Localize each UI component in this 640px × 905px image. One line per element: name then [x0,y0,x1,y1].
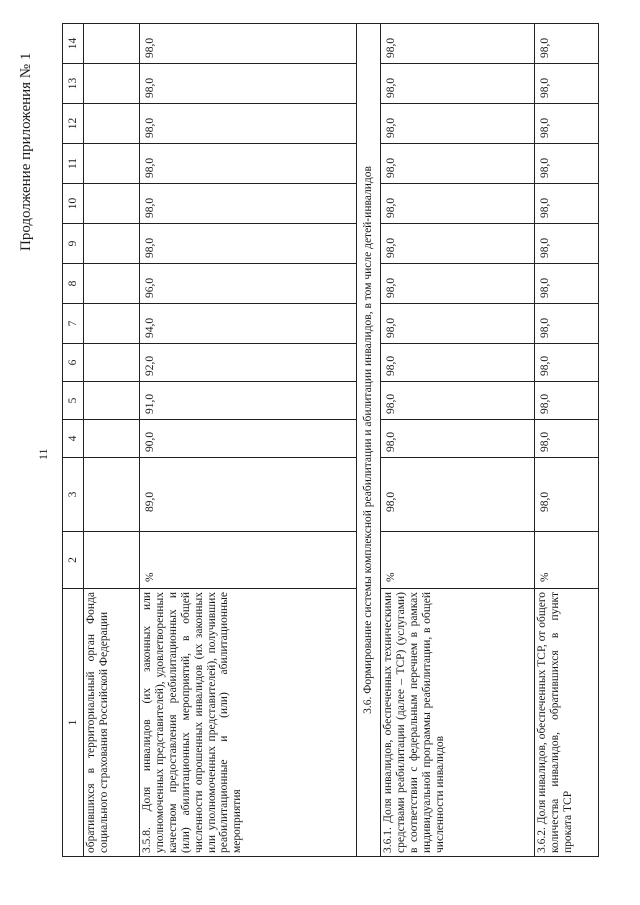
row-value: 98,0 [535,420,599,458]
column-numbers-row [63,24,84,857]
row-value: 98,0 [381,64,535,104]
row-description: 3.6.1. Доля инвалидов, обеспеченных техническими средствами реабилитации (далее – ТСР) (услугами) в соответствии с федеральным перечнем в рамках индивидуальной программы реабилитации, в общей численности инвалидов [381,589,535,857]
row-value: 98,0 [381,382,535,420]
row-value: 98,0 [140,224,357,264]
col-num: 8 [63,264,84,304]
row-value: 98,0 [535,304,599,344]
section-row [357,24,381,857]
indicators-table [62,23,599,857]
row-value [84,104,140,144]
row-value [84,144,140,184]
col-num: 9 [63,224,84,264]
col-num: 12 [63,104,84,144]
col-num: 14 [63,24,84,64]
col-num: 3 [63,458,84,532]
row-value: 98,0 [535,224,599,264]
page-number: 11 [36,448,50,460]
row-value: 98,0 [535,144,599,184]
row-value: 98,0 [535,264,599,304]
row-value: 98,0 [381,344,535,382]
row-value: 94,0 [140,304,357,344]
row-value [84,344,140,382]
row-unit: % [140,532,357,589]
col-num: 2 [63,532,84,589]
row-value: 98,0 [535,104,599,144]
row-value [84,264,140,304]
section-title: 3.6. Формирование системы комплексной реабилитации и абилитации инвалидов, в том числе детей-инвалидов [357,24,381,857]
row-value: 90,0 [140,420,357,458]
row-value: 96,0 [140,264,357,304]
col-num: 4 [63,420,84,458]
row-value [84,64,140,104]
col-num: 10 [63,184,84,224]
row-value: 98,0 [140,184,357,224]
row-value: 98,0 [535,382,599,420]
row-value [84,184,140,224]
row-value: 98,0 [140,24,357,64]
row-value: 98,0 [381,24,535,64]
row-value: 98,0 [381,458,535,532]
col-num: 5 [63,382,84,420]
col-num: 7 [63,304,84,344]
row-value: 98,0 [140,64,357,104]
row-value: 98,0 [535,458,599,532]
row-unit [84,532,140,589]
row-value: 98,0 [381,184,535,224]
row-value: 91,0 [140,382,357,420]
appendix-header: Продолжение приложения № 1 [18,52,34,251]
row-value: 98,0 [535,184,599,224]
row-value [84,224,140,264]
row-value: 98,0 [381,144,535,184]
col-num: 11 [63,144,84,184]
row-value: 98,0 [381,304,535,344]
row-value: 98,0 [140,104,357,144]
table-row [381,24,535,857]
row-value: 89,0 [140,458,357,532]
row-value [84,420,140,458]
row-value [84,458,140,532]
row-value: 98,0 [381,104,535,144]
col-num: 1 [63,589,84,857]
row-value: 98,0 [381,420,535,458]
row-description: обратившихся в территориальный орган Фонда социального страхования Российской Федерации [84,589,140,857]
row-description: 3.5.8. Доля инвалидов (их законных или уполномоченных представителей), удовлетворенных качеством предоставления реабилитационных и (или) абилитационных мероприятий, в общей численности опрошенных инвалидов (их законных или уполномоченных представителей), получивших реабилитационные и (или) абилитационные мероприятия [140,589,357,857]
row-value: 98,0 [140,144,357,184]
table-row [535,24,599,857]
row-value: 98,0 [535,64,599,104]
row-value [84,304,140,344]
row-value: 98,0 [535,24,599,64]
row-value [84,24,140,64]
table-row [84,24,140,857]
row-unit: % [535,532,599,589]
col-num: 13 [63,64,84,104]
row-unit: % [381,532,535,589]
row-value: 98,0 [381,264,535,304]
row-value: 98,0 [381,224,535,264]
row-description: 3.6.2. Доля инвалидов, обеспеченных ТСР, от общего количества инвалидов, обратившихся в пункт проката ТСР [535,589,599,857]
row-value [84,382,140,420]
col-num: 6 [63,344,84,382]
row-value: 98,0 [535,344,599,382]
table-row [140,24,357,857]
row-value: 92,0 [140,344,357,382]
